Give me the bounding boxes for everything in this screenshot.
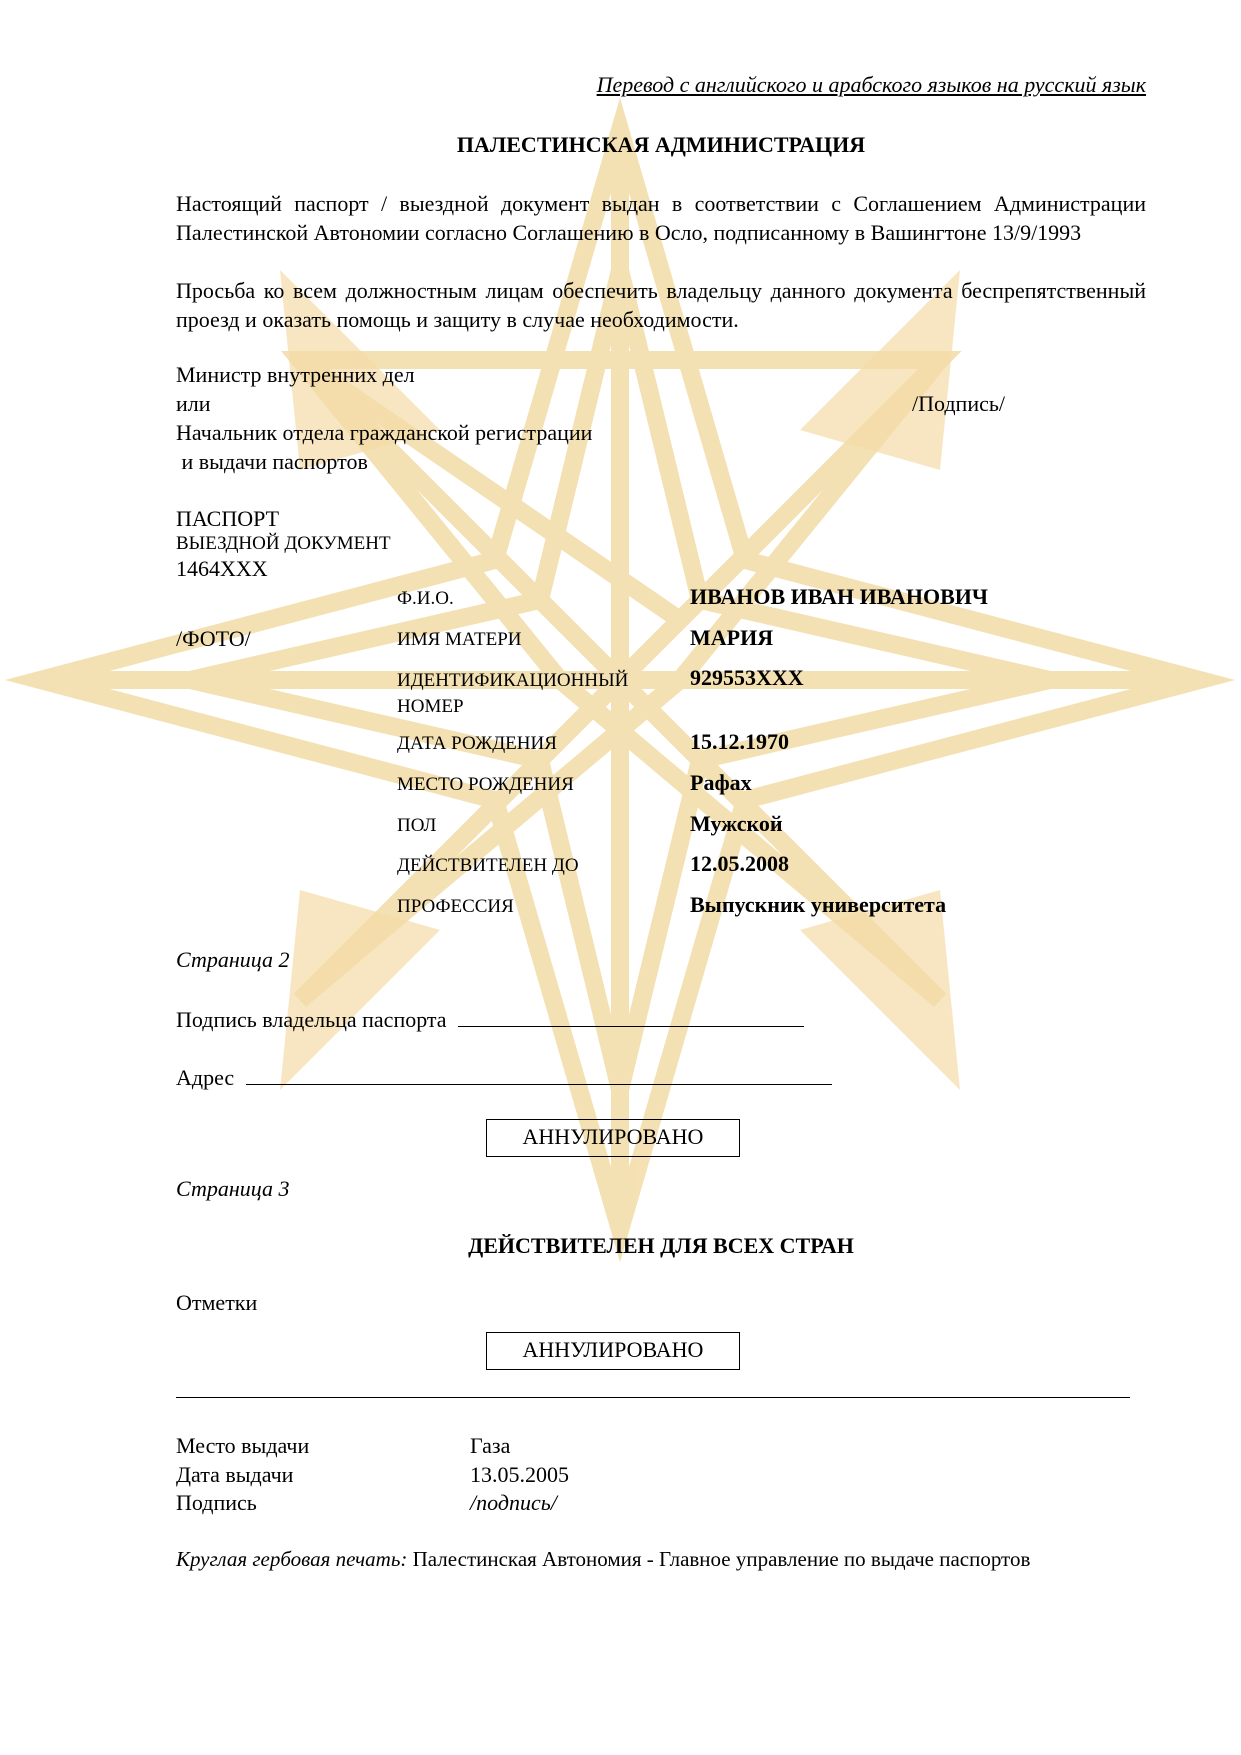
passport-number: 1464XXX bbox=[176, 556, 268, 581]
issue-signature-label: Подпись bbox=[176, 1490, 257, 1515]
photo-placeholder: /ФОТО/ bbox=[176, 626, 251, 651]
authority-line-2: или bbox=[176, 391, 211, 416]
page-2-heading: Страница 2 bbox=[176, 947, 290, 972]
field-value: 929553XXX bbox=[690, 665, 804, 690]
field-value: МАРИЯ bbox=[690, 625, 774, 650]
seal-label: Круглая гербовая печать: bbox=[176, 1547, 408, 1571]
authority-line-1: Министр внутренних дел bbox=[176, 362, 415, 387]
annulled-stamp: АННУЛИРОВАНО bbox=[486, 1332, 740, 1370]
holder-signature-label: Подпись владельца паспорта bbox=[176, 1007, 447, 1032]
field-value: 12.05.2008 bbox=[690, 851, 789, 876]
address-label: Адрес bbox=[176, 1065, 235, 1090]
seal-text: Палестинская Автономия - Главное управление по выдаче паспортов bbox=[407, 1547, 1031, 1571]
field-value: Мужской bbox=[690, 811, 783, 836]
page-3-heading: Страница 3 bbox=[176, 1176, 290, 1201]
address-row bbox=[176, 1062, 832, 1091]
field-label: ДАТА РОЖДЕНИЯ bbox=[397, 733, 557, 754]
field-label: ИДЕНТИФИКАЦИОННЫЙ НОМЕР bbox=[397, 670, 629, 717]
field-label: ИМЯ МАТЕРИ bbox=[397, 629, 522, 650]
passport-subtype: ВЫЕЗДНОЙ ДОКУМЕНТ bbox=[176, 533, 391, 554]
intro-paragraph-1: Настоящий паспорт / выездной документ выдан в соответствии с Соглашением Администрации Палестинской Автономии согласно Соглашению в Осло, подписанному в Вашингтоне 13/9/1993 bbox=[176, 191, 1146, 245]
document-title: ПАЛЕСТИНСКАЯ АДМИНИСТРАЦИЯ bbox=[456, 132, 866, 157]
seal-note bbox=[176, 1547, 1030, 1572]
holder-signature-row bbox=[176, 1004, 804, 1033]
authority-line-4: и выдачи паспортов bbox=[176, 449, 368, 474]
field-label: МЕСТО РОЖДЕНИЯ bbox=[397, 774, 574, 795]
translation-note: Перевод с английского и арабского языков на русский язык bbox=[596, 72, 1146, 97]
annulled-stamp: АННУЛИРОВАНО bbox=[486, 1119, 740, 1157]
address-line bbox=[246, 1062, 832, 1085]
field-value: Выпускник университета bbox=[690, 892, 947, 917]
authority-signature: /Подпись/ bbox=[912, 391, 1006, 416]
field-value: ИВАНОВ ИВАН ИВАНОВИЧ bbox=[690, 584, 989, 609]
field-value: 15.12.1970 bbox=[690, 729, 789, 754]
issue-place-label: Место выдачи bbox=[176, 1433, 310, 1458]
field-label: ПОЛ bbox=[397, 815, 437, 836]
valid-for-all-countries: ДЕЙСТВИТЕЛЕН ДЛЯ ВСЕХ СТРАН bbox=[468, 1233, 854, 1258]
issue-date-value: 13.05.2005 bbox=[470, 1462, 569, 1487]
field-label: ПРОФЕССИЯ bbox=[397, 896, 514, 917]
issue-signature-value: /подпись/ bbox=[470, 1490, 557, 1515]
issue-place-value: Газа bbox=[470, 1433, 511, 1458]
passport-type: ПАСПОРТ bbox=[176, 506, 280, 531]
divider bbox=[176, 1397, 1130, 1398]
field-value: Рафах bbox=[690, 770, 752, 795]
field-label: ДЕЙСТВИТЕЛЕН ДО bbox=[397, 855, 579, 876]
intro-paragraph-2: Просьба ко всем должностным лицам обеспечить владельцу данного документа беспрепятственный проезд и оказать помощь и защиту в случае необходимости. bbox=[176, 278, 1146, 332]
issue-date-label: Дата выдачи bbox=[176, 1462, 294, 1487]
marks-label: Отметки bbox=[176, 1290, 258, 1315]
holder-signature-line bbox=[458, 1004, 804, 1027]
field-label: Ф.И.О. bbox=[397, 588, 454, 609]
authority-line-3: Начальник отдела гражданской регистрации bbox=[176, 420, 593, 445]
